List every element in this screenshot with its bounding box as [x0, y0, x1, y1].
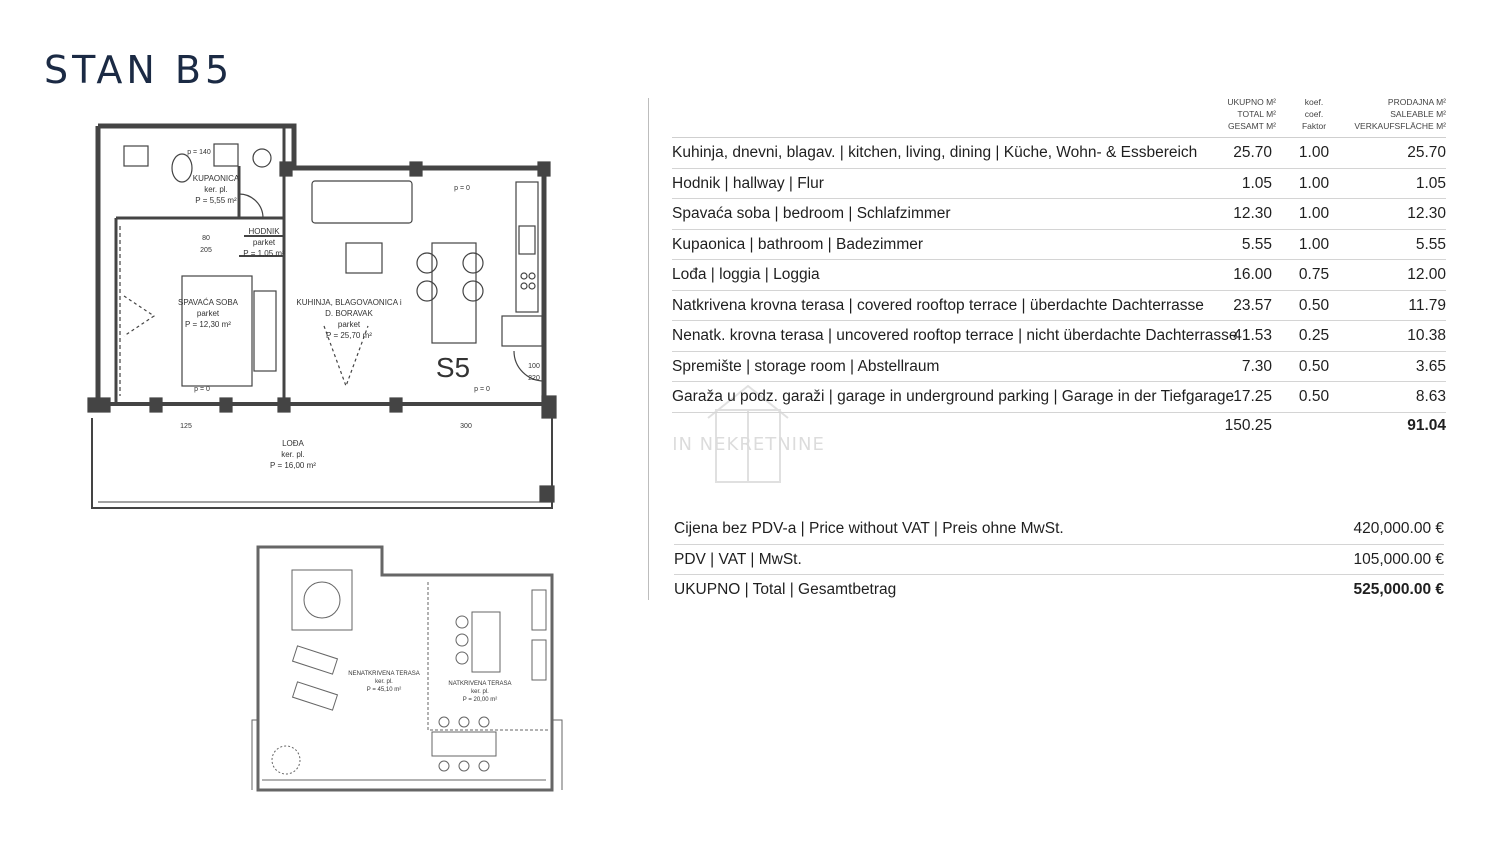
- svg-text:P = 20,00 m²: P = 20,00 m²: [462, 697, 498, 703]
- room-name-kitchen: KUHINJA, BLAGOVAONICA i: [296, 298, 402, 307]
- svg-text:P = 5,55 m²: P = 5,55 m²: [195, 196, 237, 205]
- svg-text:P = 45,10 m²: P = 45,10 m²: [366, 687, 402, 693]
- row-saleable: 10.38: [1407, 327, 1446, 344]
- svg-text:parket: parket: [252, 238, 276, 247]
- svg-text:80: 80: [202, 235, 210, 242]
- svg-text:125: 125: [180, 423, 192, 430]
- row-total: 5.55: [1241, 235, 1272, 253]
- column-divider: [648, 98, 649, 600]
- price-row-total: [674, 575, 1444, 606]
- svg-text:ker. pl.: ker. pl.: [281, 450, 305, 459]
- price-row-vat: [674, 545, 1444, 576]
- header-saleable: PRODAJNA M² SALEABLE M² VERKAUFSFLÄCHE M²: [1354, 97, 1446, 131]
- row-coef: 0.75: [1298, 266, 1330, 283]
- row-coef: 0.50: [1298, 296, 1330, 314]
- svg-text:p = 0: p = 0: [454, 185, 470, 192]
- sum-total: 150.25: [1224, 416, 1272, 434]
- svg-text:ker. pl.: ker. pl.: [375, 679, 393, 685]
- table-row: [672, 352, 1446, 383]
- row-description: Kupaonica | bathroom | Badezimmer: [672, 235, 924, 253]
- row-saleable: 1.05: [1415, 174, 1446, 192]
- area-table: [672, 96, 1446, 439]
- row-description: Nenatk. krovna terasa | uncovered rooftop terrace | nicht überdachte Dachterrasse: [672, 327, 1238, 344]
- table-sum-row: [672, 413, 1446, 439]
- price-table: [674, 514, 1444, 606]
- table-row: [672, 291, 1446, 322]
- table-row: [672, 169, 1446, 200]
- svg-text:P = 16,00 m²: P = 16,00 m²: [270, 461, 316, 470]
- svg-text:100: 100: [528, 363, 540, 370]
- table-row: [672, 199, 1446, 230]
- row-total: 41.53: [1233, 327, 1272, 344]
- row-coef: 0.25: [1298, 327, 1330, 344]
- svg-text:parket: parket: [337, 320, 361, 329]
- row-saleable: 25.70: [1407, 144, 1446, 161]
- row-saleable: 11.79: [1408, 296, 1446, 314]
- svg-text:P = 25,70 m²: P = 25,70 m²: [326, 331, 372, 340]
- svg-text:parket: parket: [196, 309, 220, 318]
- table-row: [672, 382, 1446, 413]
- row-description: Spremište | storage room | Abstellraum: [672, 357, 940, 375]
- svg-text:220: 220: [528, 375, 540, 382]
- price-label: Cijena bez PDV-a | Price without VAT | Preis ohne MwSt.: [674, 520, 1064, 537]
- price-value: 105,000.00 €: [1353, 550, 1444, 568]
- row-description: Spavaća soba | bedroom | Schlafzimmer: [672, 205, 951, 222]
- row-saleable: 5.55: [1415, 235, 1446, 253]
- room-name-covered-terrace: NATKRIVENA TERASA: [448, 681, 512, 687]
- row-coef: 1.00: [1298, 235, 1330, 253]
- room-name-hallway: HODNIK: [248, 227, 280, 236]
- sum-saleable: 91.04: [1407, 416, 1446, 434]
- row-total: 17.25: [1233, 388, 1272, 405]
- table-row: [672, 260, 1446, 291]
- row-description: Hodnik | hallway | Flur: [672, 174, 824, 192]
- svg-text:p = 0: p = 0: [194, 386, 210, 393]
- unit-label: S5: [435, 352, 471, 383]
- price-value: 525,000.00 €: [1353, 581, 1444, 598]
- row-coef: 0.50: [1298, 388, 1330, 405]
- row-coef: 1.00: [1298, 205, 1330, 222]
- row-description: Garaža u podz. garaži | garage in underground parking | Garage in der Tiefgarage: [672, 388, 1235, 405]
- row-coef: 1.00: [1298, 174, 1330, 192]
- row-saleable: 3.65: [1415, 357, 1446, 375]
- row-total: 7.30: [1241, 357, 1272, 375]
- table-header: [672, 96, 1446, 138]
- row-total: 16.00: [1233, 266, 1272, 283]
- row-description: Lođa | loggia | Loggia: [672, 266, 820, 283]
- svg-text:ker. pl.: ker. pl.: [471, 689, 489, 695]
- watermark-text: IN NEKRETNINE: [672, 434, 825, 455]
- svg-text:205: 205: [200, 247, 212, 254]
- row-total: 12.30: [1233, 205, 1272, 222]
- row-description: Kuhinja, dnevni, blagav. | kitchen, living, dining | Küche, Wohn- & Essbereich: [672, 144, 1198, 161]
- table-row: [672, 321, 1446, 352]
- row-description: Natkrivena krovna terasa | covered rooftop terrace | überdachte Dachterrasse: [672, 296, 1204, 314]
- svg-text:p = 140: p = 140: [187, 149, 211, 156]
- svg-text:P = 12,30 m²: P = 12,30 m²: [185, 320, 231, 329]
- table-row: [672, 230, 1446, 261]
- header-total: UKUPNO M² TOTAL M² GESAMT M²: [1227, 97, 1276, 131]
- floor-plan-apartment: [84, 106, 564, 516]
- price-label: PDV | VAT | MwSt.: [674, 550, 802, 568]
- price-row-net: [674, 514, 1444, 545]
- room-name-loggia: LOĐA: [282, 439, 304, 448]
- row-coef: 1.00: [1298, 144, 1330, 161]
- svg-text:D. BORAVAK: D. BORAVAK: [325, 309, 373, 318]
- room-name-bathroom: KUPAONICA: [192, 174, 240, 183]
- row-saleable: 8.63: [1415, 388, 1446, 405]
- svg-text:p = 0: p = 0: [474, 386, 490, 393]
- page-title: STAN B5: [44, 48, 234, 92]
- table-row: [672, 138, 1446, 169]
- svg-text:P = 1,05 m²: P = 1,05 m²: [243, 249, 285, 258]
- row-saleable: 12.30: [1407, 205, 1446, 222]
- price-value: 420,000.00 €: [1353, 520, 1444, 537]
- row-coef: 0.50: [1298, 357, 1330, 375]
- row-total: 1.05: [1241, 174, 1272, 192]
- svg-text:ker. pl.: ker. pl.: [204, 185, 228, 194]
- price-label: UKUPNO | Total | Gesamtbetrag: [674, 581, 897, 598]
- header-coef: koef. coef. Faktor: [1301, 97, 1327, 131]
- row-total: 23.57: [1233, 296, 1272, 314]
- svg-text:300: 300: [460, 423, 472, 430]
- row-total: 25.70: [1233, 144, 1272, 161]
- room-name-uncovered-terrace: NENATKRIVENA TERASA: [348, 671, 420, 677]
- room-name-bedroom: SPAVAĆA SOBA: [177, 298, 239, 307]
- row-saleable: 12.00: [1407, 266, 1446, 283]
- floor-plan-rooftop: [232, 520, 582, 820]
